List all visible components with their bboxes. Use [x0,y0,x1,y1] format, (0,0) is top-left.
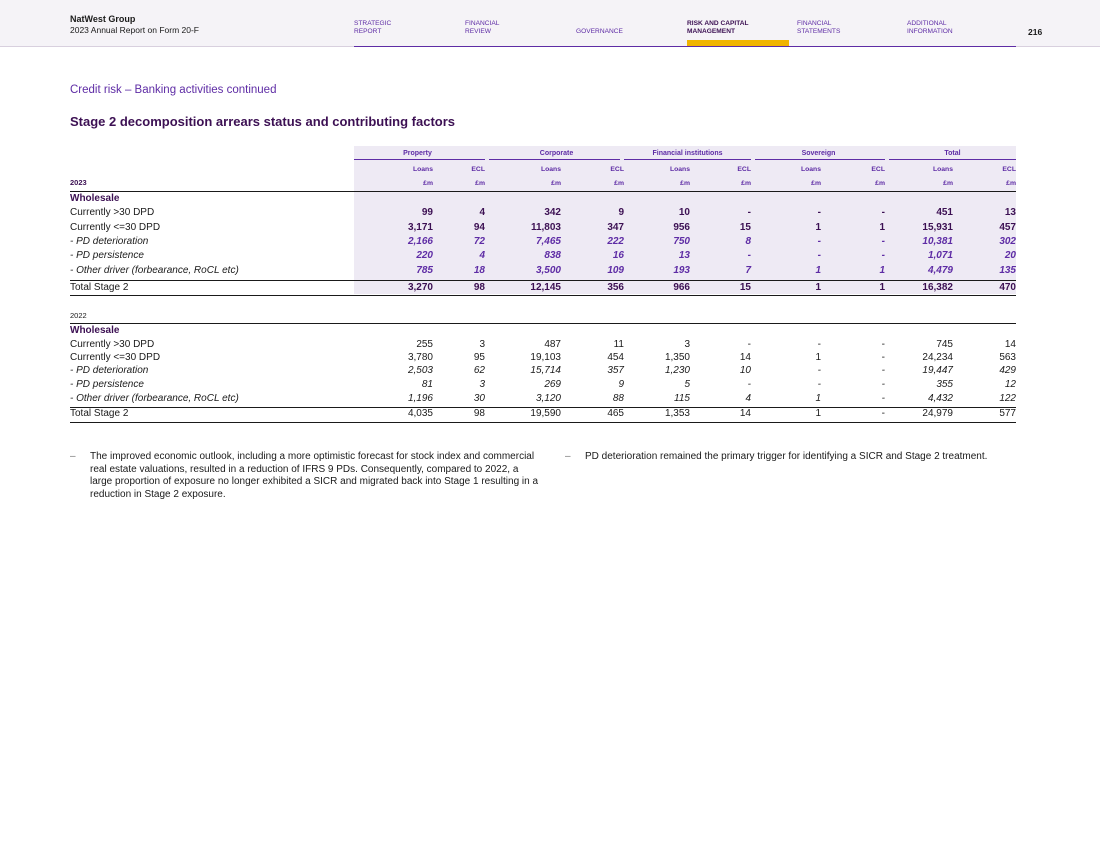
cell-property-loans: 81 [421,379,433,390]
note-2-dash: – [565,451,571,462]
row-label: - PD deterioration [70,236,149,247]
note-1-dash: – [70,451,76,462]
cell-total-loans: 451 [936,207,953,218]
cell-corporate-loans: 3,120 [535,393,561,404]
column-unit-fi-ecl: £m [741,180,751,187]
column-label-total-ecl: ECL [1002,166,1016,173]
column-label-fi-loans: Loans [669,166,690,173]
table-row [70,265,1016,279]
cell-fi-loans: 3 [684,339,690,350]
column-unit-property-ecl: £m [475,180,485,187]
cell-property-loans: 1,196 [407,393,433,404]
cell-corporate-ecl: 222 [607,236,624,247]
cell-corporate-ecl: 9 [618,207,624,218]
cell-total-ecl: 20 [1004,250,1016,261]
row-label: Currently <=30 DPD [70,222,161,233]
cell-fi-ecl: - [747,207,751,218]
row-label: Total Stage 2 [70,282,129,293]
cell-fi-ecl: - [747,379,751,390]
row-label: - Other driver (forbearance, RoCL etc) [70,393,239,404]
row-label: Currently >30 DPD [70,207,155,218]
cell-fi-loans: 966 [673,282,690,293]
group-rule-total [889,159,1016,160]
cell-corporate-ecl: 9 [618,379,624,390]
cell-corporate-loans: 15,714 [530,365,561,376]
table-row [70,250,1016,264]
cell-total-ecl: 14 [1004,339,1016,350]
nav-financial-review[interactable]: FINANCIAL REVIEW [465,20,500,35]
cell-sovereign-loans: - [817,339,821,350]
cell-sovereign-loans: - [817,379,821,390]
rule-2023-total-bottom [70,295,1016,296]
rule-2022-total-bottom [70,422,1016,423]
nav-financial-statements[interactable]: FINANCIAL STATEMENTS [797,20,841,35]
row-label: Total Stage 2 [70,408,129,419]
column-unit-total-ecl: £m [1006,180,1016,187]
cell-total-ecl: 470 [999,282,1016,293]
table-row [70,339,1016,353]
brand-block [70,14,199,35]
cell-sovereign-loans: - [817,365,821,376]
cell-corporate-loans: 487 [544,339,561,350]
cell-fi-loans: 5 [684,379,690,390]
brand-name: NatWest Group [70,14,136,24]
note-2-text: PD deterioration remained the primary trigger for identifying a SICR and Stage 2 treatment. [585,451,988,462]
cell-total-ecl: 563 [999,352,1016,363]
cell-fi-ecl: 8 [745,236,751,247]
cell-property-loans: 99 [421,207,433,218]
cell-corporate-ecl: 454 [607,352,624,363]
cell-total-loans: 4,432 [927,393,953,404]
nav-strategic-report[interactable]: STRATEGIC REPORT [354,20,392,35]
cell-fi-ecl: 15 [739,282,751,293]
cell-sovereign-loans: 1 [815,393,821,404]
cell-sovereign-loans: 1 [815,408,821,419]
year-label-2023: 2023 [70,178,87,187]
cell-fi-ecl: - [747,339,751,350]
cell-total-loans: 24,234 [922,352,953,363]
cell-corporate-loans: 269 [544,379,561,390]
cell-fi-ecl: - [747,250,751,261]
rule-2022-total-top [70,407,1016,408]
cell-property-loans: 2,503 [407,365,433,376]
cell-property-loans: 220 [416,250,433,261]
column-label-sovereign-loans: Loans [800,166,821,173]
nav-additional-information[interactable]: ADDITIONAL INFORMATION [907,20,953,35]
column-label-corporate-loans: Loans [540,166,561,173]
table-row [70,379,1016,393]
cell-sovereign-ecl: - [881,352,885,363]
cell-sovereign-ecl: 1 [879,282,885,293]
cell-sovereign-ecl: 1 [879,265,885,276]
cell-total-loans: 355 [936,379,953,390]
row-label: - Other driver (forbearance, RoCL etc) [70,265,239,276]
row-label: - PD persistence [70,250,144,261]
cell-total-loans: 15,931 [922,222,953,233]
cell-property-loans: 2,166 [407,236,433,247]
year-label-2022: 2022 [70,311,87,320]
cell-sovereign-ecl: - [881,207,885,218]
cell-corporate-loans: 19,590 [530,408,561,419]
cell-corporate-loans: 12,145 [530,282,561,293]
row-label: - PD deterioration [70,365,149,376]
cell-property-loans: 3,171 [407,222,433,233]
cell-fi-ecl: 14 [739,352,751,363]
rule-2023-total-top [70,280,1016,281]
table-row [70,207,1016,221]
table-row [70,222,1016,236]
cell-total-loans: 16,382 [922,282,953,293]
note-1-text: The improved economic outlook, including a more optimistic forecast for stock index and commercial real estate valuations, resulted in a reduction of IFRS 9 PDs. Consequently, compared to 2022, a large proportion of exposure no longer exhibited a SICR and migrated back into Stage 1 resulting in a reduction in Stage 2 exposure. [90,451,539,500]
section-title: Credit risk – Banking activities continued [70,84,277,96]
table-row [70,393,1016,407]
cell-sovereign-ecl: - [881,236,885,247]
cell-property-ecl: 62 [473,365,485,376]
cell-property-ecl: 4 [479,207,485,218]
cell-property-ecl: 98 [473,408,485,419]
column-unit-fi-loans: £m [680,180,690,187]
cell-fi-ecl: 15 [739,222,751,233]
cell-total-loans: 19,447 [922,365,953,376]
cell-property-ecl: 95 [473,352,485,363]
cell-total-ecl: 13 [1004,207,1016,218]
cell-property-loans: 785 [416,265,433,276]
cell-total-loans: 4,479 [927,265,953,276]
cell-property-ecl: 4 [479,250,485,261]
cell-sovereign-ecl: - [881,250,885,261]
table-row [70,236,1016,250]
cell-property-ecl: 98 [473,282,485,293]
cell-fi-ecl: 14 [739,408,751,419]
group-rule-property [354,159,485,160]
cell-corporate-ecl: 356 [607,282,624,293]
cell-fi-loans: 193 [673,265,690,276]
group-header-total: Total [944,150,961,157]
cell-corporate-ecl: 465 [607,408,624,419]
cell-sovereign-ecl: - [881,379,885,390]
column-unit-total-loans: £m [943,180,953,187]
cell-corporate-loans: 7,465 [535,236,561,247]
cell-sovereign-ecl: - [881,339,885,350]
cell-property-loans: 4,035 [407,408,433,419]
cell-fi-loans: 10 [678,207,690,218]
cell-fi-loans: 1,353 [664,408,690,419]
group-header-corporate: Corporate [539,150,574,157]
cell-sovereign-ecl: - [881,408,885,419]
cell-fi-ecl: 10 [739,365,751,376]
cell-property-ecl: 3 [479,379,485,390]
cell-property-ecl: 94 [473,222,485,233]
table-title: Stage 2 decomposition arrears status and contributing factors [70,114,456,129]
column-unit-corporate-loans: £m [551,180,561,187]
cell-property-loans: 3,780 [407,352,433,363]
active-section-indicator [687,40,789,46]
cell-corporate-loans: 19,103 [530,352,561,363]
table-row [70,365,1016,379]
cell-fi-loans: 13 [678,250,690,261]
row-label: - PD persistence [70,379,144,390]
table-row [70,408,1016,422]
cell-corporate-ecl: 357 [607,365,624,376]
cell-sovereign-loans: 1 [815,222,821,233]
cell-total-loans: 10,381 [922,236,953,247]
cell-property-ecl: 30 [473,393,485,404]
row-label: Currently <=30 DPD [70,352,161,363]
cell-total-ecl: 429 [999,365,1016,376]
cell-total-loans: 745 [936,339,953,350]
column-label-corporate-ecl: ECL [610,166,624,173]
nav-underline [354,46,1016,47]
cell-sovereign-ecl: - [881,365,885,376]
cell-corporate-ecl: 109 [607,265,624,276]
group-rule-sovereign [755,159,885,160]
table-row [70,352,1016,366]
cell-total-ecl: 12 [1004,379,1016,390]
cell-total-ecl: 302 [999,236,1016,247]
cell-total-loans: 1,071 [927,250,953,261]
cell-fi-ecl: 7 [745,265,751,276]
column-unit-sovereign-ecl: £m [875,180,885,187]
nav-risk-and-capital-management[interactable]: RISK AND CAPITAL MANAGEMENT [687,20,749,35]
cell-sovereign-loans: 1 [815,265,821,276]
cell-property-loans: 255 [416,339,433,350]
report-header [0,0,1100,47]
cell-fi-loans: 750 [673,236,690,247]
cell-sovereign-loans: - [817,207,821,218]
cell-fi-loans: 1,350 [664,352,690,363]
cell-total-ecl: 135 [999,265,1016,276]
column-label-property-loans: Loans [412,166,433,173]
cell-corporate-ecl: 347 [607,222,624,233]
column-label-property-ecl: ECL [471,166,485,173]
cell-total-ecl: 122 [999,393,1016,404]
segment-label-2022: Wholesale [70,325,120,336]
group-rule-financial-institutions [624,159,751,160]
cell-sovereign-ecl: - [881,393,885,404]
row-label: Currently >30 DPD [70,339,155,350]
segment-label-2023: Wholesale [70,193,120,204]
cell-total-ecl: 577 [999,408,1016,419]
cell-sovereign-loans: 1 [815,282,821,293]
cell-corporate-loans: 342 [544,207,561,218]
note-1 [70,451,540,501]
column-label-total-loans: Loans [932,166,953,173]
column-label-fi-ecl: ECL [737,166,751,173]
group-header-sovereign: Sovereign [801,150,836,157]
cell-corporate-loans: 838 [544,250,561,261]
column-label-sovereign-ecl: ECL [871,166,885,173]
cell-fi-ecl: 4 [745,393,751,404]
cell-property-loans: 3,270 [407,282,433,293]
cell-corporate-ecl: 16 [612,250,624,261]
cell-sovereign-loans: - [817,236,821,247]
cell-corporate-ecl: 11 [613,339,624,350]
rule-2022-header [70,323,1016,324]
cell-property-ecl: 18 [473,265,485,276]
nav-governance[interactable]: GOVERNANCE [576,28,623,35]
page-number: 216 [1028,27,1043,37]
rule-2023-header [70,191,1016,192]
report-name: 2023 Annual Report on Form 20-F [70,25,199,35]
cell-fi-loans: 956 [673,222,690,233]
group-rule-corporate [489,159,620,160]
cell-fi-loans: 115 [674,393,690,404]
cell-property-ecl: 72 [473,236,485,247]
cell-total-ecl: 457 [999,222,1016,233]
cell-sovereign-ecl: 1 [879,222,885,233]
column-unit-corporate-ecl: £m [614,180,624,187]
cell-corporate-ecl: 88 [612,393,624,404]
cell-sovereign-loans: 1 [815,352,821,363]
cell-sovereign-loans: - [817,250,821,261]
column-unit-sovereign-loans: £m [811,180,821,187]
cell-corporate-loans: 3,500 [535,265,561,276]
note-2 [565,451,1015,464]
cell-corporate-loans: 11,803 [530,222,561,233]
cell-total-loans: 24,979 [922,408,953,419]
group-header-property: Property [403,150,432,157]
cell-fi-loans: 1,230 [664,365,690,376]
cell-property-ecl: 3 [479,339,485,350]
group-header-financial-institutions: Financial institutions [652,150,723,157]
column-unit-property-loans: £m [423,180,433,187]
table-row [70,282,1016,296]
